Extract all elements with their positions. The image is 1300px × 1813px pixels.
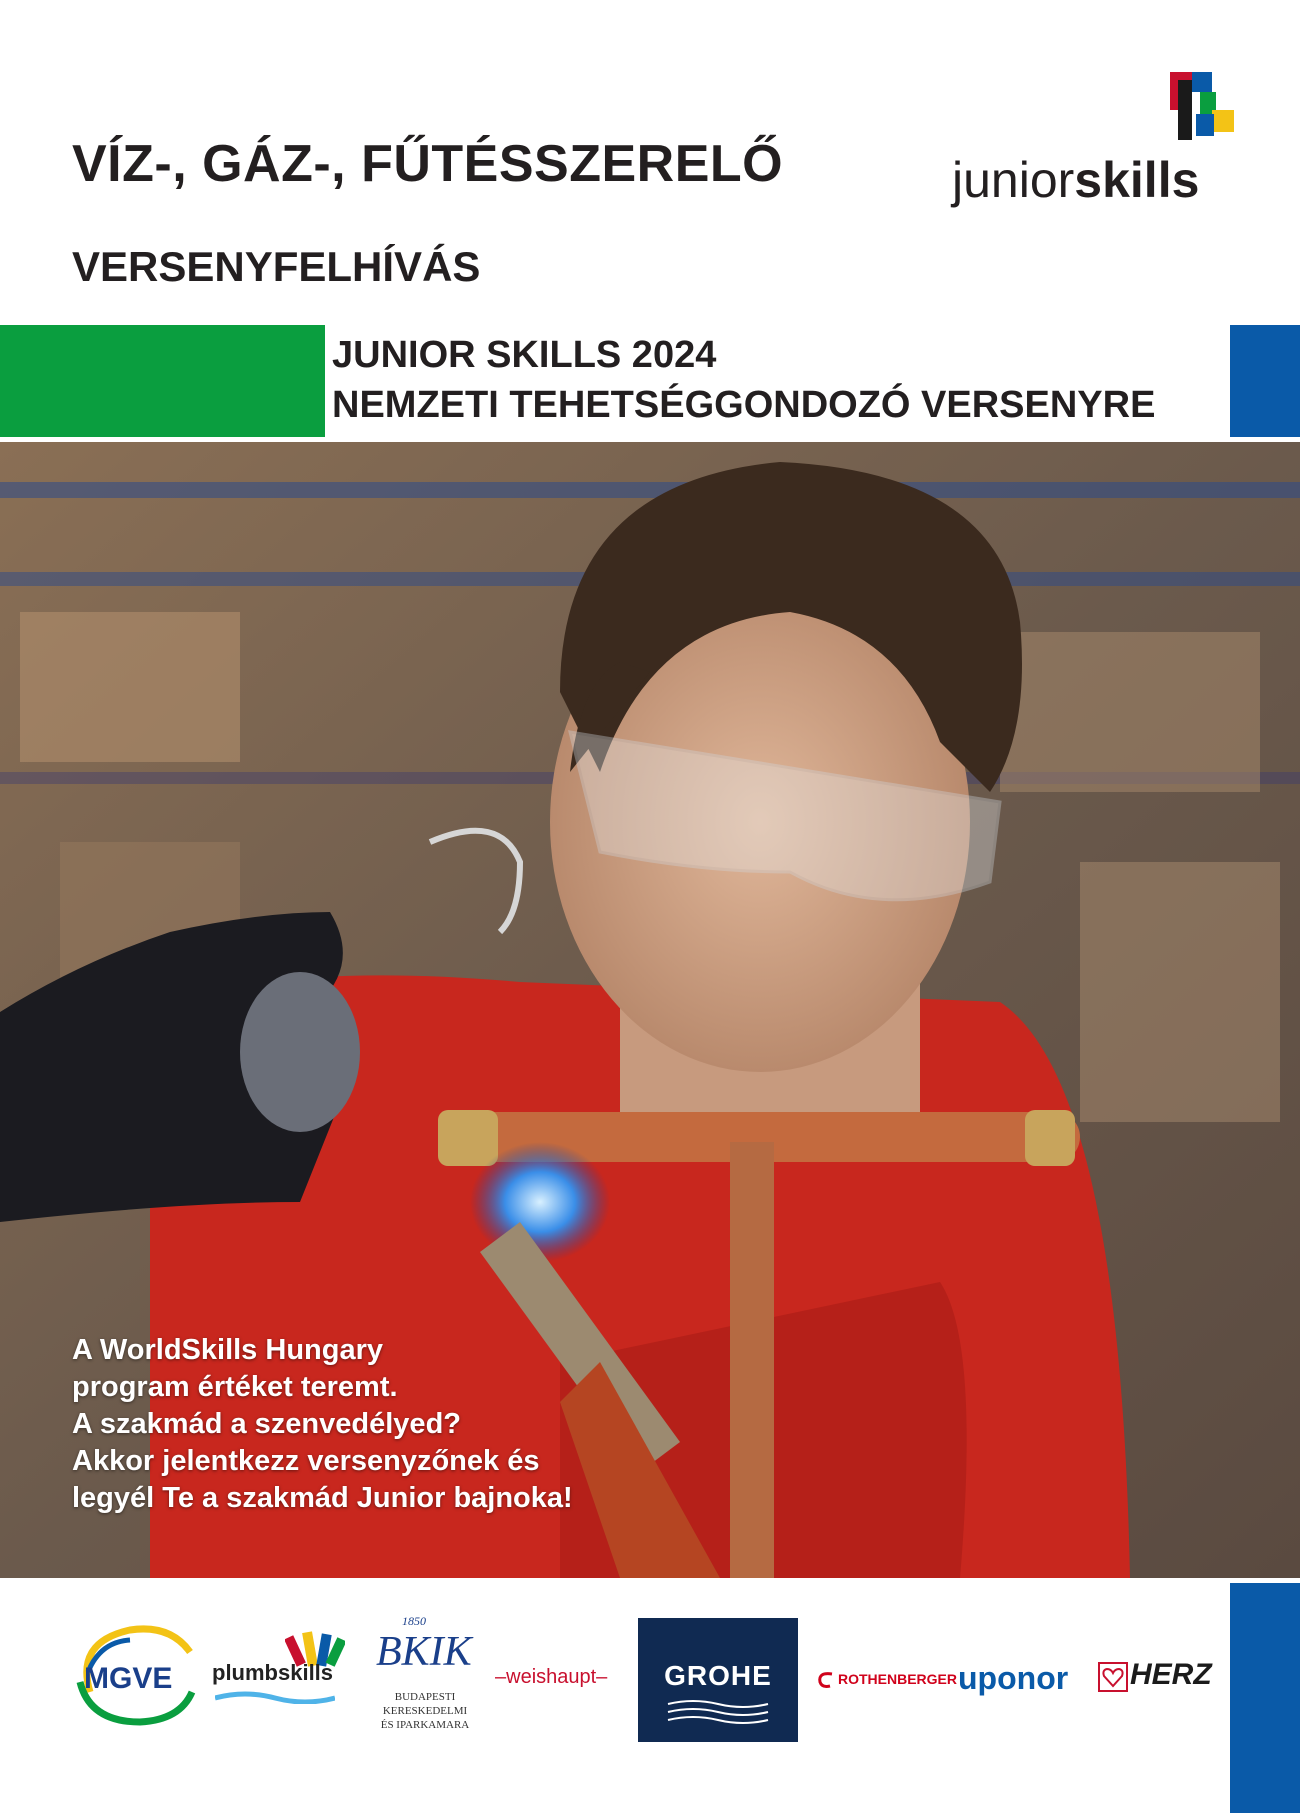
- banner-blue-stripe: [1230, 325, 1300, 437]
- plumbskills-logo: plumbskills: [212, 1660, 334, 1685]
- footer-blue-stripe: [1230, 1583, 1300, 1813]
- page-title: VÍZ-, GÁZ-, FŰTÉSSZERELŐ: [72, 135, 784, 193]
- banner-green-stripe: [0, 325, 325, 437]
- call-to-action: [72, 1332, 573, 1517]
- plumbskills-wave-icon: [215, 1690, 335, 1704]
- page-subtitle: VERSENYFELHÍVÁS: [72, 243, 481, 290]
- juniorskills-wordmark: juniorskills: [952, 152, 1200, 208]
- callout-line: A WorldSkills Hungary: [72, 1334, 383, 1366]
- juniorskills-logo-mark: [1160, 70, 1280, 150]
- juniorskills-logo: [950, 70, 1230, 220]
- mgve-logo: MGVE: [70, 1622, 200, 1732]
- banner-line-1: JUNIOR SKILLS 2024: [332, 334, 717, 376]
- rothenberger-swirl-icon: [816, 1670, 836, 1690]
- callout-line: program értéket teremt.: [72, 1371, 398, 1403]
- weishaupt-logo: –weishaupt–: [495, 1666, 608, 1688]
- callout-line: Akkor jelentkezz versenyzőnek és: [72, 1445, 540, 1477]
- callout-line: legyél Te a szakmád Junior bajnoka!: [72, 1482, 573, 1514]
- grohe-wave-icon: [638, 1698, 798, 1728]
- bkik-logo: 1850 BKIK: [376, 1614, 472, 1675]
- rothenberger-logo: ROTHENBERGER: [838, 1671, 958, 1687]
- bkik-caption: BUDAPESTI KERESKEDELMI ÉS IPARKAMARA: [380, 1691, 470, 1731]
- banner-line-2: NEMZETI TEHETSÉGGONDOZÓ VERSENYRE: [332, 384, 1156, 426]
- uponor-logo: uponor: [958, 1660, 1069, 1696]
- competition-banner: [332, 330, 1155, 430]
- callout-line: A szakmád a szenvedélyed?: [72, 1408, 461, 1440]
- herz-heart-icon: [1098, 1662, 1128, 1692]
- grohe-logo: GROHE: [638, 1618, 798, 1742]
